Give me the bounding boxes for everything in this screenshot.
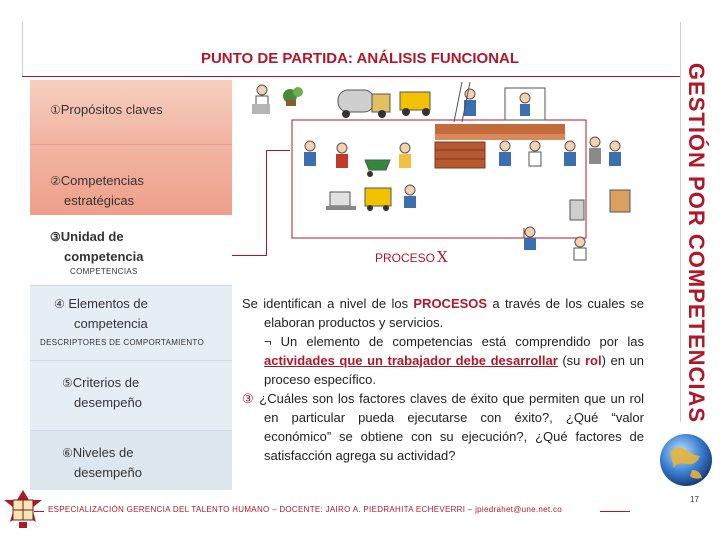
step-sublabel: DESCRIPTORES DE COMPORTAMIENTO [40, 338, 204, 347]
scaffold-icon [505, 88, 545, 120]
step-competency-unit [30, 215, 232, 285]
loader-truck-icon [400, 92, 430, 116]
text-run-highlight: rol [584, 353, 602, 368]
footer-line [600, 511, 630, 512]
step-label: Criterios de [72, 375, 140, 390]
step-performance-levels [30, 430, 232, 490]
text-run: Se identifican a nivel de los [242, 296, 414, 311]
description-paragraph [242, 294, 644, 332]
text-run: (su [557, 353, 585, 368]
step-label-line2: desempeño [74, 395, 142, 410]
wheelbarrow-icon [365, 160, 390, 177]
step-label: Niveles de [72, 445, 134, 460]
worker-figure [399, 143, 411, 168]
worker-figure [574, 237, 586, 260]
description-paragraph [242, 389, 644, 465]
step-number: ⑥ [62, 446, 73, 460]
workers-illustration [250, 82, 670, 272]
step-number: ② [50, 174, 61, 188]
worker-figure [304, 141, 316, 166]
step-sublabel: COMPETENCIAS [70, 267, 138, 276]
step-number: ③ [50, 230, 61, 244]
forklift-icon [365, 188, 391, 211]
worker-figure [252, 85, 270, 114]
step-label-line2: competencia [64, 249, 144, 264]
description-text [242, 294, 644, 465]
institution-emblem-icon [2, 488, 44, 532]
side-title [676, 58, 716, 428]
step-strategic-competencies [30, 145, 232, 215]
globe-icon [656, 430, 716, 490]
footer-text: ESPECIALIZACIÓN GERENCIA DEL TALENTO HUMANO – DOCENTE: JAIRO A. PIEDRAHITA ECHEVERRI – jpiedrahet@une.net.co [48, 505, 563, 514]
worker-figure [589, 137, 601, 164]
step-label-line2: competencia [74, 316, 148, 331]
brick-wall-icon [435, 142, 485, 168]
worker-figure [524, 227, 536, 250]
process-label-text: PROCESO [375, 251, 436, 265]
worker-figure [336, 143, 348, 168]
step-label: Elementos de [64, 296, 148, 311]
side-title-text: GESTIÓN POR COMPETENCIAS [684, 62, 709, 424]
frame-top-line [22, 76, 680, 77]
step-number: ⑤ [62, 376, 73, 390]
step-label: Propósitos claves [60, 102, 163, 117]
text-run: a través de los cuales se elaboran productos y servicios. [264, 296, 644, 330]
text-run: ) en un proceso específico. [264, 353, 644, 387]
page-number: 17 [690, 495, 699, 504]
text-run: ¿Cuáles son los factores claves de éxito que permiten que un rol en particular pueda ejecutarse con éxito?, ¿Qué “valor económico” se obtiene con su ejecución?, ¿Qué factores de satisfacción agrega su actividad? [254, 391, 645, 463]
text-run: ¬ Un elemento de competencias está comprendido por las [264, 334, 644, 349]
step-number: ④ [54, 297, 65, 311]
step-number: ① [50, 103, 61, 117]
cement-mixer-icon [338, 90, 390, 118]
text-run-highlight: PROCESOS [413, 296, 488, 311]
worker-figure [564, 141, 576, 166]
worker-figure [609, 141, 621, 166]
worker-figure [499, 141, 511, 166]
step-label-line2: desempeño [74, 465, 142, 480]
office-desk-icon [326, 192, 356, 210]
bricks-row [435, 124, 565, 140]
step-purposes [30, 80, 232, 145]
worker-figure [529, 141, 541, 166]
text-run-highlight: actividades que un trabajador debe desarrollar [264, 353, 558, 368]
file-cabinet-icon [570, 190, 630, 220]
process-mark: X [437, 248, 448, 266]
step-label: Competencias [60, 173, 144, 188]
plant-icon [283, 87, 303, 106]
step-label-line2: estratégicas [64, 193, 135, 208]
step-label: Unidad de [60, 229, 124, 244]
process-label [375, 248, 448, 266]
page-title: PUNTO DE PARTIDA: ANÁLISIS FUNCIONAL [200, 50, 520, 67]
frame-left-line [22, 22, 23, 77]
step-competency-elements [30, 285, 232, 360]
text-run-number: ③ [242, 391, 255, 406]
description-paragraph [242, 332, 644, 389]
worker-figure [404, 185, 416, 208]
step-performance-criteria [30, 360, 232, 430]
